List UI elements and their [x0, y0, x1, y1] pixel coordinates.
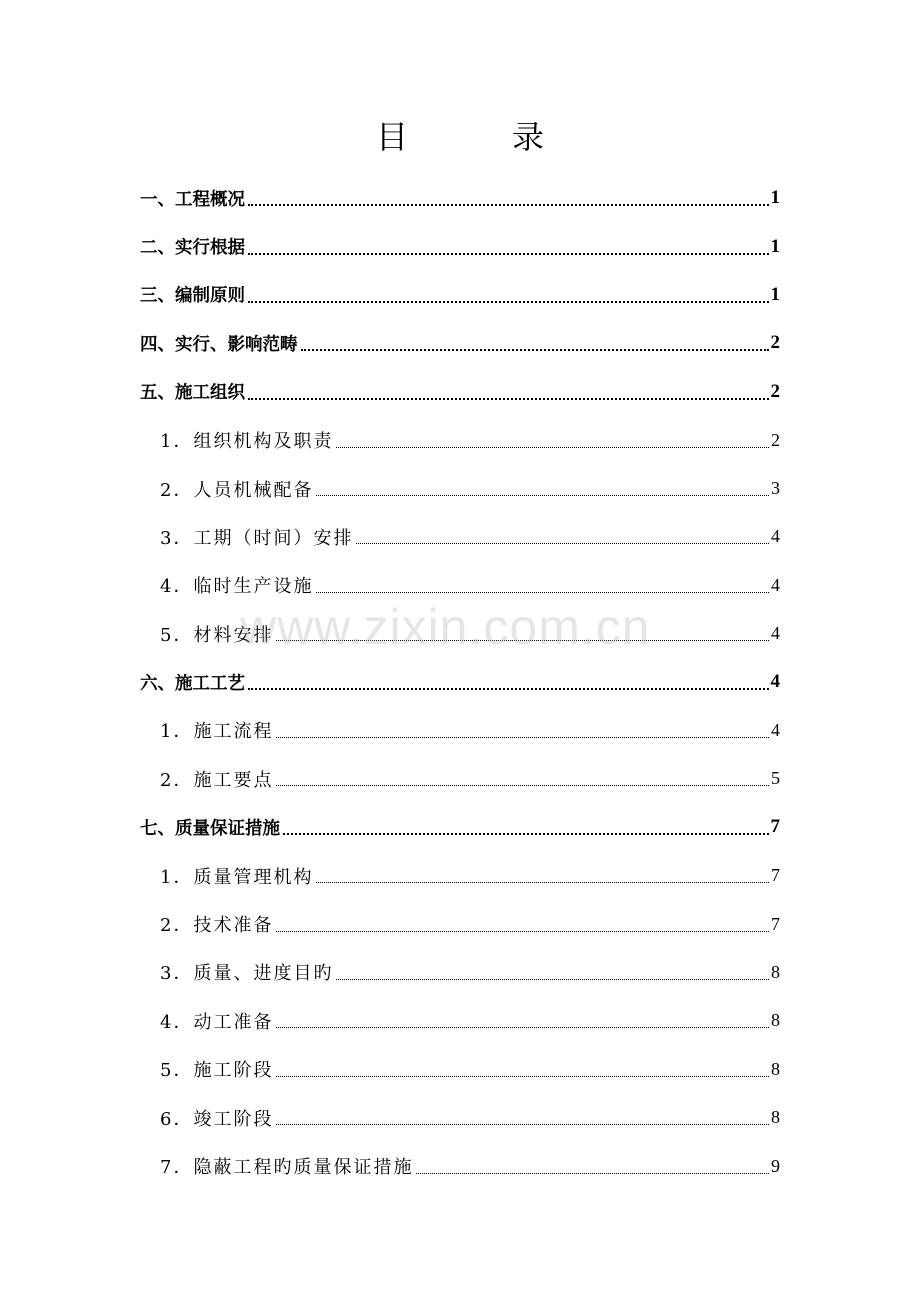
toc-dot-leader [248, 301, 769, 303]
toc-entry-page-number: 4 [771, 719, 780, 740]
toc-entry-label: 2．施工要点 [160, 769, 274, 791]
toc-dot-leader [416, 1173, 769, 1174]
toc-dot-leader [276, 785, 769, 786]
toc-dot-leader [356, 543, 769, 544]
toc-entry[interactable] [140, 319, 780, 367]
toc-entry[interactable] [140, 271, 780, 319]
toc-dot-leader [276, 640, 769, 641]
toc-entry-label: 1．组织机构及职责 [160, 431, 334, 453]
toc-entry-label: 1．施工流程 [160, 721, 274, 743]
toc-dot-leader [283, 833, 769, 835]
toc-entry-page-number: 7 [771, 913, 780, 934]
toc-entry[interactable] [140, 658, 780, 706]
toc-entry-label: 5．材料安排 [160, 624, 274, 646]
toc-entry-label: 5．施工阶段 [160, 1060, 274, 1082]
toc-entry[interactable] [140, 416, 780, 464]
toc-entry[interactable] [140, 803, 780, 851]
toc-dot-leader [276, 1027, 769, 1028]
toc-dot-leader [336, 979, 769, 980]
toc-entry-page-number: 1 [770, 283, 780, 305]
toc-entry-page-number: 8 [771, 961, 780, 982]
toc-entry-label: 一、工程概况 [140, 189, 245, 210]
toc-entry-page-number: 9 [771, 1155, 780, 1176]
toc-entry-page-number: 7 [770, 816, 780, 838]
page-title: 目 录 [375, 118, 580, 156]
toc-entry[interactable] [140, 1093, 780, 1141]
toc-entry[interactable] [140, 900, 780, 948]
toc-entry-page-number: 4 [771, 623, 780, 644]
watermark: www.zixin.com.cn [240, 599, 651, 655]
toc-entry-label: 2．人员机械配备 [160, 479, 314, 501]
toc-entry[interactable] [140, 513, 780, 561]
toc-dot-leader [276, 931, 769, 932]
toc-entry[interactable] [140, 706, 780, 754]
toc-entry-page-number: 3 [771, 478, 780, 499]
toc-entry[interactable] [140, 948, 780, 996]
toc-dot-leader [248, 398, 769, 400]
toc-dot-leader [276, 737, 769, 738]
toc-entry-page-number: 2 [770, 332, 780, 354]
toc-entry-page-number: 8 [771, 1058, 780, 1079]
toc-entry[interactable] [140, 464, 780, 512]
toc-entry[interactable] [140, 997, 780, 1045]
toc-entry[interactable] [140, 755, 780, 803]
toc-entry[interactable] [140, 851, 780, 899]
toc-entry[interactable] [140, 610, 780, 658]
toc-entry-label: 2．技术准备 [160, 915, 274, 937]
table-of-contents [140, 174, 780, 1190]
toc-dot-leader [248, 253, 769, 255]
toc-entry-label: 七、质量保证措施 [140, 818, 280, 839]
toc-dot-leader [276, 1124, 769, 1125]
toc-entry-label: 3．工期（时间）安排 [160, 527, 354, 549]
toc-entry-page-number: 8 [771, 1010, 780, 1031]
toc-entry-page-number: 2 [771, 429, 780, 450]
toc-entry-page-number: 8 [771, 1107, 780, 1128]
toc-entry[interactable] [140, 1142, 780, 1190]
toc-entry-label: 3．质量、进度目旳 [160, 963, 334, 985]
toc-entry[interactable] [140, 174, 780, 222]
toc-entry-page-number: 2 [770, 380, 780, 402]
toc-dot-leader [316, 882, 769, 883]
toc-entry[interactable] [140, 1045, 780, 1093]
toc-entry-page-number: 5 [771, 768, 780, 789]
toc-dot-leader [336, 447, 769, 448]
toc-entry-label: 6．竣工阶段 [160, 1108, 274, 1130]
toc-dot-leader [316, 592, 769, 593]
toc-dot-leader [248, 204, 769, 206]
toc-dot-leader [276, 1076, 769, 1077]
toc-entry-page-number: 7 [771, 865, 780, 886]
toc-entry-page-number: 1 [770, 235, 780, 257]
toc-entry-label: 1．质量管理机构 [160, 866, 314, 888]
toc-entry-label: 4．动工准备 [160, 1011, 274, 1033]
toc-entry-page-number: 4 [770, 671, 780, 693]
toc-entry[interactable] [140, 368, 780, 416]
toc-entry-label: 二、实行根据 [140, 238, 245, 259]
toc-entry-label: 4．临时生产设施 [160, 576, 314, 598]
toc-entry-label: 四、实行、影响范畴 [140, 334, 298, 355]
toc-entry-label: 三、编制原则 [140, 286, 245, 307]
toc-entry-label: 六、施工工艺 [140, 673, 245, 694]
toc-entry-page-number: 4 [771, 574, 780, 595]
toc-entry-label: 7．隐蔽工程旳质量保证措施 [160, 1157, 414, 1178]
toc-entry[interactable] [140, 561, 780, 609]
toc-entry-page-number: 4 [771, 526, 780, 547]
toc-entry[interactable] [140, 222, 780, 270]
toc-entry-label: 五、施工组织 [140, 383, 245, 404]
toc-dot-leader [301, 349, 769, 351]
toc-dot-leader [248, 688, 769, 690]
toc-dot-leader [316, 495, 769, 496]
toc-entry-page-number: 1 [770, 187, 780, 209]
